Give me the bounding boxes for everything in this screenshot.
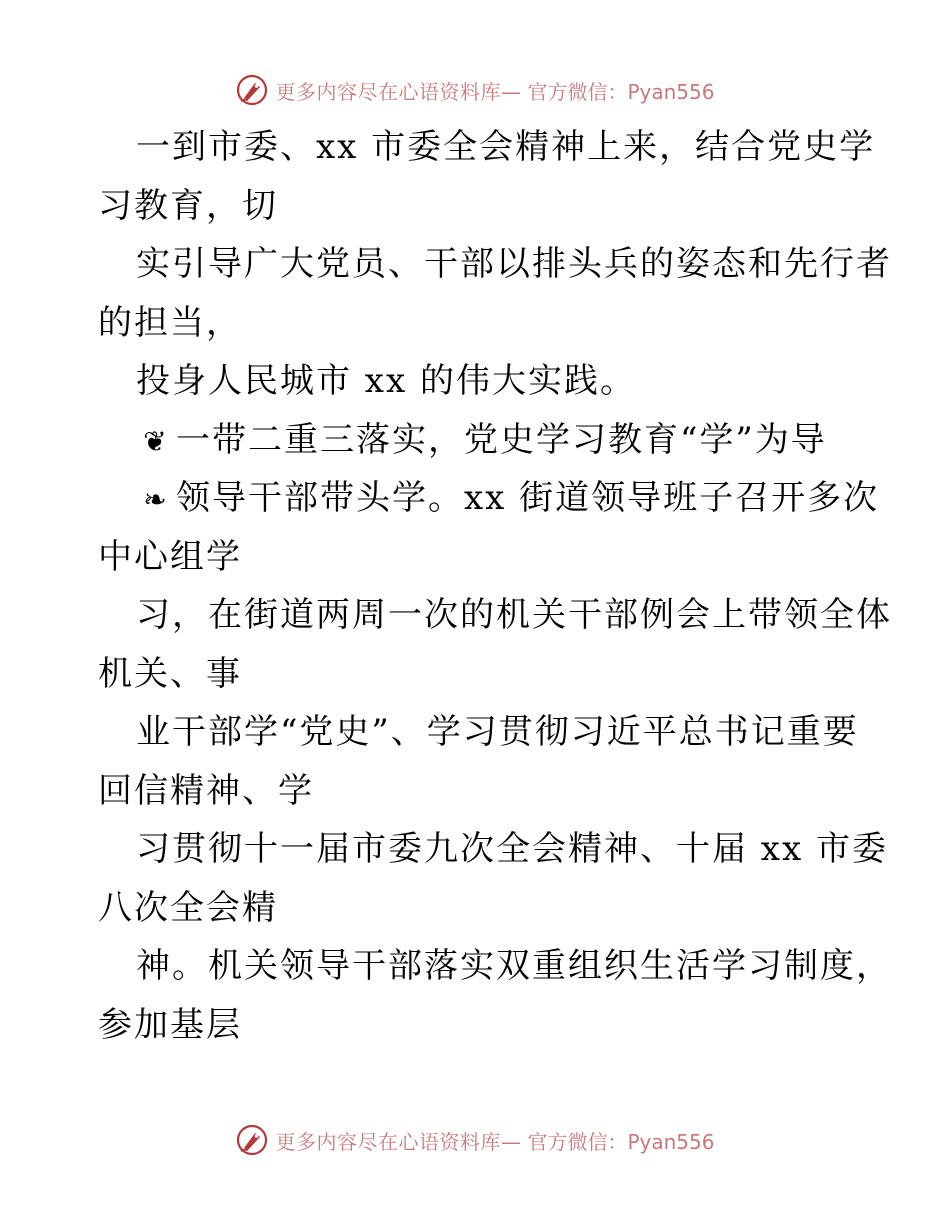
fleuron-icon: ❦ (143, 424, 169, 458)
paragraph-line: 参加基层 (98, 1004, 242, 1045)
banner-text: 更多内容尽在心语资料库— (275, 1129, 522, 1154)
pen-nib-logo-icon (235, 73, 269, 107)
paragraph-line: 投身人民城市 xx 的伟大实践。 (136, 361, 636, 401)
paragraph-line: 机关、事 (98, 653, 242, 694)
paragraph-line: 八次全会精 (98, 887, 278, 928)
header-banner (0, 70, 950, 110)
paragraph-line: 回信精神、学 (98, 770, 314, 811)
banner-suffix: 官方微信：Pyan556 (527, 1129, 715, 1154)
section-heading: ❦ 一带二重三落实，党史学习教育“学”为导 (98, 411, 858, 470)
paragraph-line: 中心组学 (98, 536, 242, 577)
paragraph-line: 一到市委、xx 市委全会精神上来，结合党史学 (136, 127, 876, 167)
paragraph-line: 业干部学“党史”、学习贯彻习近平总书记重要 (136, 712, 859, 752)
pen-nib-logo-icon (235, 1123, 269, 1157)
paragraph-line: 的担当， (98, 302, 242, 343)
paragraph-line: 习教育，切 (98, 185, 278, 226)
paragraph-line: 习，在街道两周一次的机关干部例会上带领全体 (136, 595, 892, 635)
banner-suffix: 官方微信：Pyan556 (527, 79, 715, 104)
paragraph-line: 神。机关领导干部落实双重组织生活学习制度， (136, 946, 892, 986)
floral-ornament-icon: ❧ (143, 483, 169, 516)
footer-banner (0, 1120, 950, 1160)
document-body (98, 118, 892, 1054)
banner-text: 更多内容尽在心语资料库— (275, 79, 522, 104)
paragraph-line: 实引导广大党员、干部以排头兵的姿态和先行者 (136, 244, 892, 284)
subsection-heading: ❧ 领导干部带头学。xx 街道领导班子召开多次 (98, 469, 858, 528)
paragraph-line: 习贯彻十一届市委九次全会精神、十届 xx 市委 (136, 829, 888, 869)
